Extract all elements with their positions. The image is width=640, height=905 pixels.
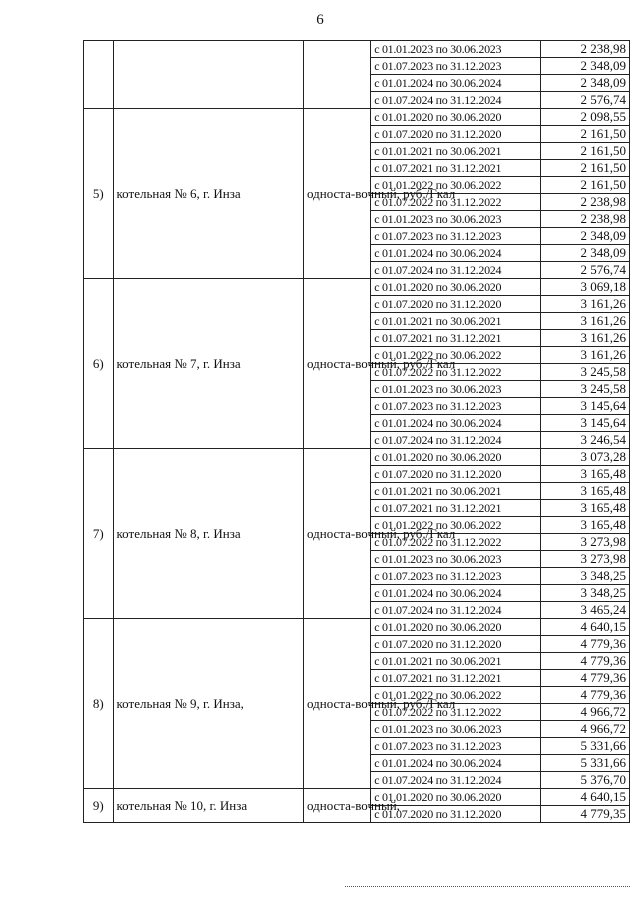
tariff-value-cell: 2 348,09 xyxy=(541,245,630,262)
period-cell: с 01.01.2024 по 30.06.2024 xyxy=(371,585,541,602)
period-cell: с 01.07.2023 по 31.12.2023 xyxy=(371,228,541,245)
period-cell: с 01.07.2022 по 31.12.2022 xyxy=(371,704,541,721)
period-cell: с 01.01.2022 по 30.06.2022 xyxy=(371,687,541,704)
period-cell: с 01.01.2020 по 30.06.2020 xyxy=(371,109,541,126)
tariff-value-cell: 3 145,64 xyxy=(541,398,630,415)
tariff-value-cell: 2 348,09 xyxy=(541,58,630,75)
boiler-name: котельная № 7, г. Инза xyxy=(113,279,303,449)
tariff-value-cell: 4 779,36 xyxy=(541,653,630,670)
period-cell: с 01.01.2023 по 30.06.2023 xyxy=(371,211,541,228)
tariff-value-cell: 2 348,09 xyxy=(541,228,630,245)
tariff-value-cell: 2 238,98 xyxy=(541,41,630,58)
tariff-value-cell: 4 640,15 xyxy=(541,619,630,636)
period-cell: с 01.01.2021 по 30.06.2021 xyxy=(371,653,541,670)
row-number: 7) xyxy=(84,449,114,619)
table-row xyxy=(84,449,630,466)
period-cell: с 01.07.2022 по 31.12.2022 xyxy=(371,534,541,551)
tariff-value-cell: 3 348,25 xyxy=(541,585,630,602)
tariff-value-cell: 4 640,15 xyxy=(541,789,630,806)
tariff-value-cell: 3 165,48 xyxy=(541,466,630,483)
period-cell: с 01.07.2021 по 31.12.2021 xyxy=(371,500,541,517)
boiler-name: котельная № 8, г. Инза xyxy=(113,449,303,619)
period-cell: с 01.01.2022 по 30.06.2022 xyxy=(371,517,541,534)
tariff-value-cell: 2 238,98 xyxy=(541,194,630,211)
period-cell: с 01.01.2021 по 30.06.2021 xyxy=(371,483,541,500)
period-cell: с 01.07.2024 по 31.12.2024 xyxy=(371,262,541,279)
tariff-value-cell: 4 779,35 xyxy=(541,806,630,823)
period-cell: с 01.07.2024 по 31.12.2024 xyxy=(371,772,541,789)
table-row xyxy=(84,789,630,806)
period-cell: с 01.07.2024 по 31.12.2024 xyxy=(371,602,541,619)
tariff-value-cell: 3 165,48 xyxy=(541,483,630,500)
row-number: 5) xyxy=(84,109,114,279)
period-cell: с 01.07.2024 по 31.12.2024 xyxy=(371,92,541,109)
period-cell: с 01.01.2020 по 30.06.2020 xyxy=(371,279,541,296)
tariff-value-cell: 2 098,55 xyxy=(541,109,630,126)
tariff-value-cell: 3 348,25 xyxy=(541,568,630,585)
boiler-name: котельная № 10, г. Инза xyxy=(113,789,303,823)
period-cell: с 01.07.2023 по 31.12.2023 xyxy=(371,568,541,585)
tariff-table xyxy=(83,40,630,823)
tariff-value-cell: 5 376,70 xyxy=(541,772,630,789)
table-row xyxy=(84,619,630,636)
period-cell: с 01.01.2022 по 30.06.2022 xyxy=(371,347,541,364)
period-cell: с 01.07.2022 по 31.12.2022 xyxy=(371,194,541,211)
tariff-value-cell: 3 069,18 xyxy=(541,279,630,296)
tariff-value-cell: 3 145,64 xyxy=(541,415,630,432)
tariff-value-cell: 3 161,26 xyxy=(541,330,630,347)
tariff-unit: односта-вочный, xyxy=(304,789,371,823)
period-cell: с 01.01.2020 по 30.06.2020 xyxy=(371,619,541,636)
tariff-value-cell: 3 161,26 xyxy=(541,347,630,364)
table-row xyxy=(84,279,630,296)
tariff-unit: односта-вочный, руб./Гкал xyxy=(304,279,371,449)
period-cell: с 01.01.2022 по 30.06.2022 xyxy=(371,177,541,194)
tariff-value-cell: 3 246,54 xyxy=(541,432,630,449)
row-number: 6) xyxy=(84,279,114,449)
tariff-value-cell: 3 161,26 xyxy=(541,296,630,313)
period-cell: с 01.07.2023 по 31.12.2023 xyxy=(371,58,541,75)
period-cell: с 01.07.2020 по 31.12.2020 xyxy=(371,296,541,313)
period-cell: с 01.07.2020 по 31.12.2020 xyxy=(371,466,541,483)
period-cell: с 01.07.2023 по 31.12.2023 xyxy=(371,398,541,415)
period-cell: с 01.07.2020 по 31.12.2020 xyxy=(371,806,541,823)
table-row xyxy=(84,109,630,126)
tariff-unit: односта-вочный, руб./Гкал xyxy=(304,449,371,619)
tariff-value-cell: 3 073,28 xyxy=(541,449,630,466)
period-cell: с 01.07.2021 по 31.12.2021 xyxy=(371,330,541,347)
period-cell: с 01.07.2020 по 31.12.2020 xyxy=(371,126,541,143)
row-number: 9) xyxy=(84,789,114,823)
tariff-value-cell: 4 779,36 xyxy=(541,687,630,704)
tariff-value-cell: 4 966,72 xyxy=(541,704,630,721)
tariff-value-cell: 2 161,50 xyxy=(541,143,630,160)
period-cell: с 01.01.2021 по 30.06.2021 xyxy=(371,143,541,160)
tariff-unit: односта-вочный, руб./Гкал xyxy=(304,109,371,279)
period-cell: с 01.01.2021 по 30.06.2021 xyxy=(371,313,541,330)
boiler-name xyxy=(113,41,303,109)
tariff-value-cell: 2 348,09 xyxy=(541,75,630,92)
tariff-value-cell: 3 465,24 xyxy=(541,602,630,619)
tariff-value-cell: 3 161,26 xyxy=(541,313,630,330)
tariff-value-cell: 4 966,72 xyxy=(541,721,630,738)
tariff-value-cell: 2 576,74 xyxy=(541,92,630,109)
tariff-value-cell: 5 331,66 xyxy=(541,738,630,755)
footer-rule xyxy=(345,886,630,887)
tariff-value-cell: 3 165,48 xyxy=(541,517,630,534)
boiler-name: котельная № 6, г. Инза xyxy=(113,109,303,279)
period-cell: с 01.01.2020 по 30.06.2020 xyxy=(371,789,541,806)
tariff-value-cell: 3 165,48 xyxy=(541,500,630,517)
period-cell: с 01.01.2020 по 30.06.2020 xyxy=(371,449,541,466)
period-cell: с 01.07.2024 по 31.12.2024 xyxy=(371,432,541,449)
period-cell: с 01.01.2023 по 30.06.2023 xyxy=(371,381,541,398)
period-cell: с 01.01.2023 по 30.06.2023 xyxy=(371,551,541,568)
tariff-unit xyxy=(304,41,371,109)
tariff-value-cell: 5 331,66 xyxy=(541,755,630,772)
period-cell: с 01.07.2021 по 31.12.2021 xyxy=(371,670,541,687)
tariff-value-cell: 4 779,36 xyxy=(541,636,630,653)
period-cell: с 01.01.2024 по 30.06.2024 xyxy=(371,75,541,92)
row-number xyxy=(84,41,114,109)
tariff-value-cell: 2 161,50 xyxy=(541,160,630,177)
tariff-value-cell: 2 161,50 xyxy=(541,126,630,143)
tariff-value-cell: 3 273,98 xyxy=(541,534,630,551)
period-cell: с 01.07.2022 по 31.12.2022 xyxy=(371,364,541,381)
period-cell: с 01.07.2023 по 31.12.2023 xyxy=(371,738,541,755)
period-cell: с 01.01.2023 по 30.06.2023 xyxy=(371,721,541,738)
tariff-unit: односта-вочный, руб./Гкал xyxy=(304,619,371,789)
period-cell: с 01.07.2021 по 31.12.2021 xyxy=(371,160,541,177)
period-cell: с 01.01.2024 по 30.06.2024 xyxy=(371,245,541,262)
boiler-name: котельная № 9, г. Инза, xyxy=(113,619,303,789)
period-cell: с 01.01.2024 по 30.06.2024 xyxy=(371,755,541,772)
period-cell: с 01.07.2020 по 31.12.2020 xyxy=(371,636,541,653)
tariff-value-cell: 2 576,74 xyxy=(541,262,630,279)
tariff-value-cell: 3 245,58 xyxy=(541,381,630,398)
period-cell: с 01.01.2024 по 30.06.2024 xyxy=(371,415,541,432)
table-row xyxy=(84,41,630,58)
period-cell: с 01.01.2023 по 30.06.2023 xyxy=(371,41,541,58)
row-number: 8) xyxy=(84,619,114,789)
tariff-value-cell: 2 161,50 xyxy=(541,177,630,194)
tariff-value-cell: 4 779,36 xyxy=(541,670,630,687)
tariff-value-cell: 2 238,98 xyxy=(541,211,630,228)
tariff-value-cell: 3 273,98 xyxy=(541,551,630,568)
page-number: 6 xyxy=(316,12,324,28)
tariff-value-cell: 3 245,58 xyxy=(541,364,630,381)
